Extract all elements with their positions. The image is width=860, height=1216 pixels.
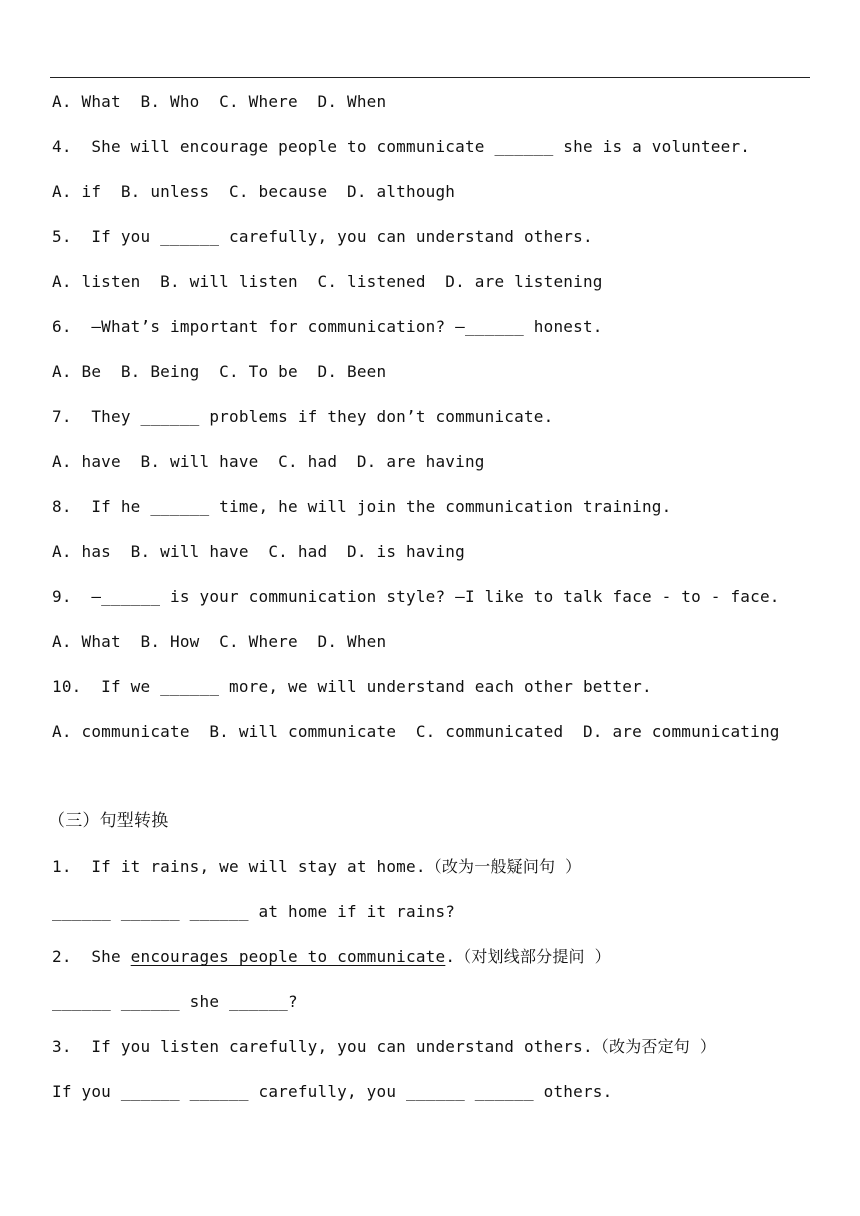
question-3-options: A. What B. Who C. Where D. When bbox=[52, 92, 387, 111]
transform-1-text: 1. If it rains, we will stay at home.（改为一般疑问句 ） bbox=[52, 857, 582, 876]
transform-2-text bbox=[52, 947, 611, 967]
question-6-options: A. Be B. Being C. To be D. Been bbox=[52, 362, 387, 381]
question-8-options: A. has B. will have C. had D. is having bbox=[52, 542, 465, 561]
transform-3-answer-line: If you ______ ______ carefully, you ______ ______ others. bbox=[52, 1082, 613, 1101]
question-8-text: 8. If he ______ time, he will join the communication training. bbox=[52, 497, 672, 516]
question-10-options: A. communicate B. will communicate C. communicated D. are communicating bbox=[52, 722, 780, 741]
question-4-text: 4. She will encourage people to communicate ______ she is a volunteer. bbox=[52, 137, 751, 156]
transform-2-answer-line: ______ ______ she ______? bbox=[52, 992, 298, 1011]
transform-2-suffix: .（对划线部分提问 ） bbox=[445, 947, 611, 966]
transform-3-text: 3. If you listen carefully, you can understand others.（改为否定句 ） bbox=[52, 1037, 717, 1056]
section-heading-sentence-transformation: （三）句型转换 bbox=[48, 811, 169, 831]
transform-1-answer-line: ______ ______ ______ at home if it rains? bbox=[52, 902, 456, 921]
question-7-text: 7. They ______ problems if they don’t communicate. bbox=[52, 407, 554, 426]
question-4-options: A. if B. unless C. because D. although bbox=[52, 182, 456, 201]
question-5-options: A. listen B. will listen C. listened D. are listening bbox=[52, 272, 603, 291]
question-10-text: 10. If we ______ more, we will understand each other better. bbox=[52, 677, 652, 696]
page-top-rule bbox=[50, 77, 810, 78]
question-9-text: 9. —______ is your communication style? —I like to talk face - to - face. bbox=[52, 587, 780, 606]
question-6-text: 6. —What’s important for communication? —______ honest. bbox=[52, 317, 603, 336]
question-9-options: A. What B. How C. Where D. When bbox=[52, 632, 387, 651]
question-7-options: A. have B. will have C. had D. are having bbox=[52, 452, 485, 471]
question-5-text: 5. If you ______ carefully, you can understand others. bbox=[52, 227, 593, 246]
transform-2-underlined-part: encourages people to communicate bbox=[130, 947, 446, 966]
transform-2-prefix: 2. She bbox=[52, 947, 131, 966]
